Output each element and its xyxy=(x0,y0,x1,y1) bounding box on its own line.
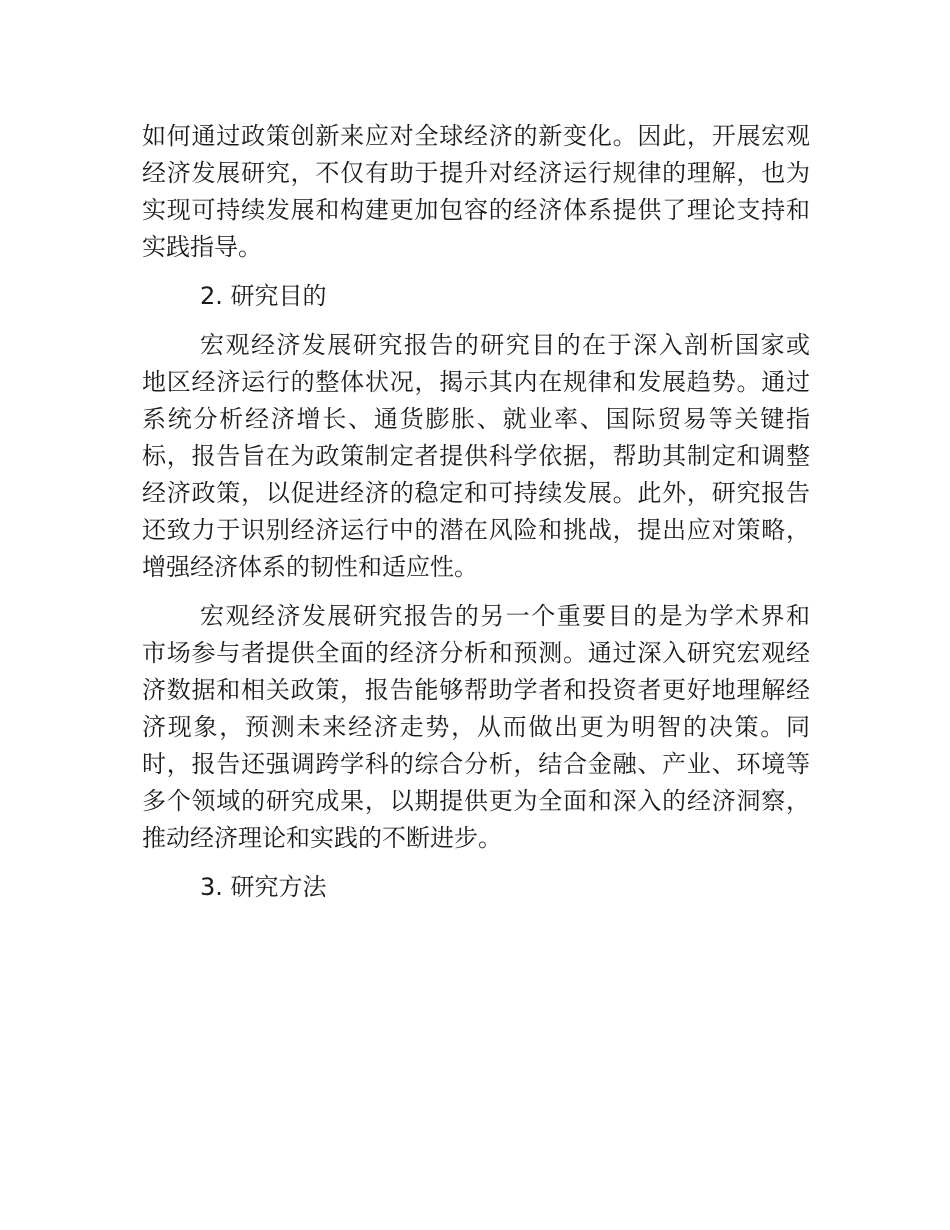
paragraph-purpose-2 xyxy=(142,598,810,857)
text-line: 经济发展研究，不仅有助于提升对经济运行规律的理解，也为 xyxy=(142,159,810,187)
text-line: 实践指导。 xyxy=(142,233,262,261)
section-heading-research-purpose: 2. 研究目的 xyxy=(200,282,327,310)
text-line: 推动经济理论和实践的不断进步。 xyxy=(142,824,502,852)
text-line: 实现可持续发展和构建更加包容的经济体系提供了理论支持和 xyxy=(142,196,810,224)
text-line: 济数据和相关政策，报告能够帮助学者和投资者更好地理解经 xyxy=(142,676,810,704)
text-line: 时，报告还强调跨学科的综合分析，结合金融、产业、环境等 xyxy=(142,750,810,778)
paragraph-intro-continuation xyxy=(142,118,810,266)
text-line: 市场参与者提供全面的经济分析和预测。通过深入研究宏观经 xyxy=(142,639,810,667)
text-line: 还致力于识别经济运行中的潜在风险和挑战，提出应对策略， xyxy=(142,516,810,544)
text-line: 济现象，预测未来经济走势，从而做出更为明智的决策。同 xyxy=(142,713,810,741)
text-line: 宏观经济发展研究报告的另一个重要目的是为学术界和 xyxy=(200,602,810,630)
document-page xyxy=(142,118,810,906)
text-line: 宏观经济发展研究报告的研究目的在于深入剖析国家或 xyxy=(200,331,810,359)
text-line: 地区经济运行的整体状况，揭示其内在规律和发展趋势。通过 xyxy=(142,368,810,396)
text-line: 如何通过政策创新来应对全球经济的新变化。因此，开展宏观 xyxy=(142,122,810,150)
text-line: 经济政策，以促进经济的稳定和可持续发展。此外，研究报告 xyxy=(142,479,810,507)
text-line: 标，报告旨在为政策制定者提供科学依据，帮助其制定和调整 xyxy=(142,442,810,470)
paragraph-purpose-1 xyxy=(142,327,810,586)
text-line: 系统分析经济增长、通货膨胀、就业率、国际贸易等关键指 xyxy=(142,405,810,433)
text-line: 多个领域的研究成果，以期提供更为全面和深入的经济洞察， xyxy=(142,787,810,815)
text-line: 增强经济体系的韧性和适应性。 xyxy=(142,553,478,581)
section-heading-research-method: 3. 研究方法 xyxy=(200,873,327,901)
